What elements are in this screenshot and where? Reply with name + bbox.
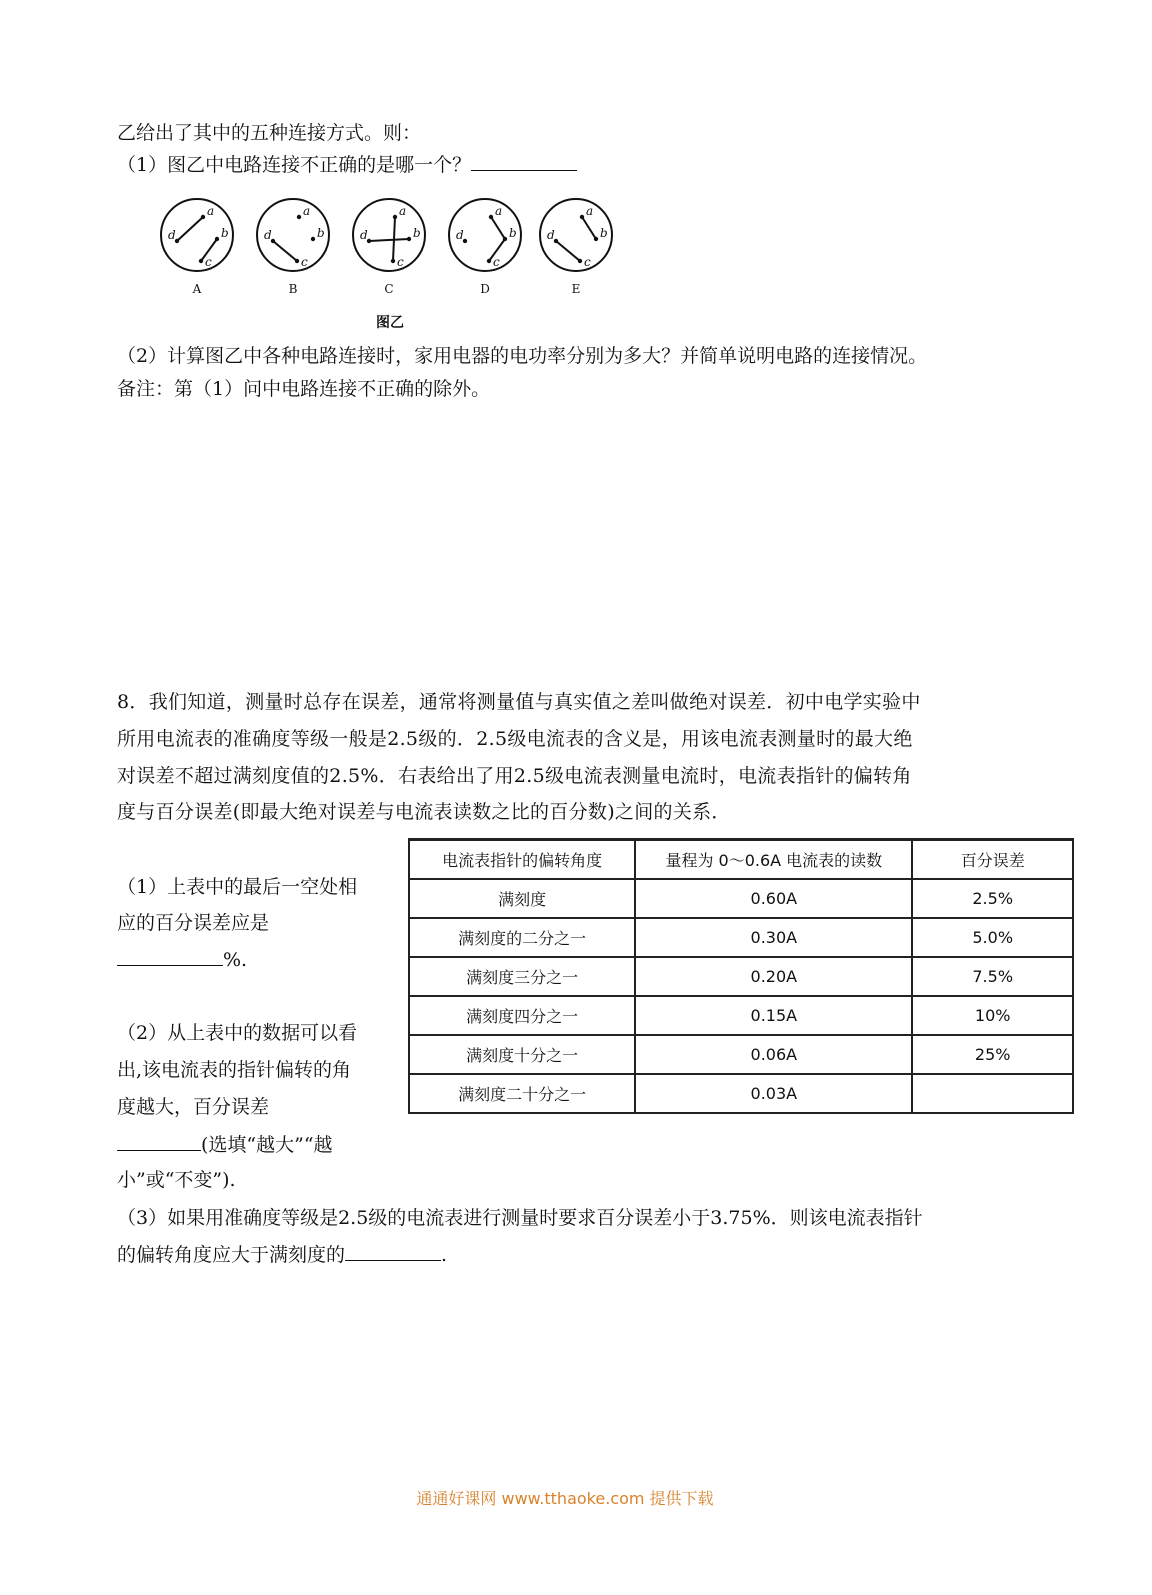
answer-blank-1[interactable] bbox=[471, 152, 577, 171]
question-3-line-1: （3）如果用准确度等级是2.5级的电流表进行测量时要求百分误差小于3.75%．则该电流表指针 bbox=[117, 1207, 923, 1229]
terminal-label: d bbox=[264, 228, 272, 242]
table-header: 电流表指针的偏转角度 bbox=[409, 840, 635, 880]
circuit-wire bbox=[491, 217, 505, 239]
table-cell: 10% bbox=[912, 996, 1073, 1035]
question-3-text: 的偏转角度应大于满刻度的 bbox=[117, 1244, 346, 1266]
answer-blank-percent[interactable] bbox=[117, 947, 223, 966]
table-cell-empty[interactable] bbox=[912, 1074, 1073, 1113]
table-cell: 0.20A bbox=[635, 957, 912, 996]
table-cell: 0.30A bbox=[635, 918, 912, 957]
circuit-figure bbox=[150, 195, 630, 345]
terminal-label: b bbox=[413, 226, 421, 240]
table-cell: 7.5% bbox=[912, 957, 1073, 996]
table-row bbox=[409, 879, 1073, 918]
table-cell: 0.15A bbox=[635, 996, 912, 1035]
p8-line-1: 8．我们知道，测量时总存在误差，通常将测量值与真实值之差叫做绝对误差．初中电学实验中 bbox=[117, 691, 921, 713]
question-3-line-2 bbox=[117, 1242, 447, 1267]
table-row bbox=[409, 918, 1073, 957]
table-cell: 满刻度三分之一 bbox=[409, 957, 635, 996]
table-cell: 满刻度十分之一 bbox=[409, 1035, 635, 1074]
circuit-wire bbox=[369, 239, 409, 241]
circuit-wire bbox=[177, 217, 203, 241]
terminal-dot bbox=[503, 237, 507, 241]
footer-watermark: 通通好课网 www.tthaoke.com 提供下载 bbox=[416, 1489, 714, 1508]
question-1-text: （1）图乙中电路连接不正确的是哪一个？ bbox=[117, 154, 472, 176]
table-header: 百分误差 bbox=[912, 840, 1073, 880]
terminal-dot bbox=[215, 237, 219, 241]
terminal-label: b bbox=[221, 226, 229, 240]
circuit-wire bbox=[582, 217, 596, 239]
terminal-dot bbox=[295, 259, 299, 263]
table-row bbox=[409, 957, 1073, 996]
terminal-label: c bbox=[205, 255, 212, 269]
terminal-label: b bbox=[317, 226, 325, 240]
table-row bbox=[409, 1035, 1073, 1074]
terminal-label: b bbox=[600, 226, 608, 240]
left-q2-line-d bbox=[117, 1132, 333, 1157]
p8-line-4: 度与百分误差(即最大绝对误差与电流表读数之比的百分数)之间的关系． bbox=[117, 801, 731, 823]
question-2-line-2: 备注：第（1）问中电路连接不正确的除外。 bbox=[117, 378, 491, 400]
table-cell: 0.60A bbox=[635, 879, 912, 918]
left-q2-line-e: 小”或“不变”). bbox=[117, 1169, 236, 1191]
terminal-label: d bbox=[456, 228, 464, 242]
terminal-label: a bbox=[586, 204, 594, 218]
table-cell: 25% bbox=[912, 1035, 1073, 1074]
p8-line-3: 对误差不超过满刻度值的2.5%．右表给出了用2.5级电流表测量电流时，电流表指针的偏转角 bbox=[117, 765, 912, 787]
terminal-dot bbox=[594, 237, 598, 241]
table-cell: 满刻度二十分之一 bbox=[409, 1074, 635, 1113]
left-q2-choices: (选填“越大”“越 bbox=[201, 1134, 333, 1156]
terminal-dot bbox=[487, 259, 491, 263]
terminal-label: d bbox=[547, 228, 555, 242]
left-q2-line-a: （2）从上表中的数据可以看 bbox=[117, 1022, 358, 1044]
panel-label: E bbox=[571, 282, 581, 296]
answer-blank-trend[interactable] bbox=[117, 1132, 201, 1151]
terminal-label: a bbox=[207, 204, 215, 218]
circuit-wire bbox=[556, 241, 580, 261]
intro-line: 乙给出了其中的五种连接方式。则： bbox=[117, 122, 422, 144]
terminal-label: c bbox=[301, 255, 308, 269]
terminal-dot bbox=[201, 215, 205, 219]
table-cell: 满刻度四分之一 bbox=[409, 996, 635, 1035]
terminal-label: c bbox=[584, 255, 591, 269]
terminal-label: c bbox=[493, 255, 500, 269]
left-q1-line-c bbox=[117, 947, 247, 972]
terminal-dot bbox=[580, 215, 584, 219]
table-cell: 0.06A bbox=[635, 1035, 912, 1074]
terminal-dot bbox=[297, 215, 301, 219]
terminal-dot bbox=[578, 259, 582, 263]
terminal-dot bbox=[391, 259, 395, 263]
table-row bbox=[409, 1074, 1073, 1113]
table-header: 量程为 0～0.6A 电流表的读数 bbox=[635, 840, 912, 880]
circuit-wire bbox=[273, 241, 297, 261]
terminal-dot bbox=[489, 215, 493, 219]
question-2-line-1: （2）计算图乙中各种电路连接时，家用电器的电功率分别为多大？并简单说明电路的连接情况。 bbox=[117, 345, 928, 367]
left-q1-line-a: （1）上表中的最后一空处相 bbox=[117, 876, 358, 898]
figure-caption: 图乙 bbox=[376, 315, 404, 331]
table-cell: 满刻度 bbox=[409, 879, 635, 918]
terminal-label: b bbox=[509, 226, 517, 240]
left-q2-line-c: 度越大，百分误差 bbox=[117, 1096, 270, 1118]
panel-label: B bbox=[288, 282, 298, 296]
question-1 bbox=[117, 152, 577, 177]
terminal-label: d bbox=[360, 228, 368, 242]
left-q2-line-b: 出,该电流表的指针偏转的角 bbox=[117, 1059, 352, 1081]
terminal-label: a bbox=[495, 204, 503, 218]
p8-line-2: 所用电流表的准确度等级一般是2.5级的．2.5级电流表的含义是，用该电流表测量时的最大绝 bbox=[117, 728, 913, 750]
terminal-label: a bbox=[399, 204, 407, 218]
table-header-row bbox=[409, 840, 1073, 880]
answer-blank-3[interactable] bbox=[345, 1242, 441, 1261]
left-q1-line-b: 应的百分误差应是 bbox=[117, 912, 270, 934]
table-cell: 2.5% bbox=[912, 879, 1073, 918]
terminal-dot bbox=[311, 237, 315, 241]
terminal-dot bbox=[407, 237, 411, 241]
percent-sign: %. bbox=[223, 949, 248, 971]
table-row bbox=[409, 996, 1073, 1035]
panel-label: D bbox=[480, 282, 490, 296]
terminal-dot bbox=[199, 259, 203, 263]
terminal-dot bbox=[393, 215, 397, 219]
panel-label: A bbox=[192, 282, 202, 296]
terminal-label: d bbox=[168, 228, 176, 242]
error-table bbox=[408, 838, 1074, 1114]
question-3-end: . bbox=[441, 1244, 448, 1266]
panel-label: C bbox=[384, 282, 394, 296]
terminal-label: c bbox=[397, 255, 404, 269]
table-cell: 0.03A bbox=[635, 1074, 912, 1113]
table-cell: 满刻度的二分之一 bbox=[409, 918, 635, 957]
table-cell: 5.0% bbox=[912, 918, 1073, 957]
terminal-label: a bbox=[303, 204, 311, 218]
